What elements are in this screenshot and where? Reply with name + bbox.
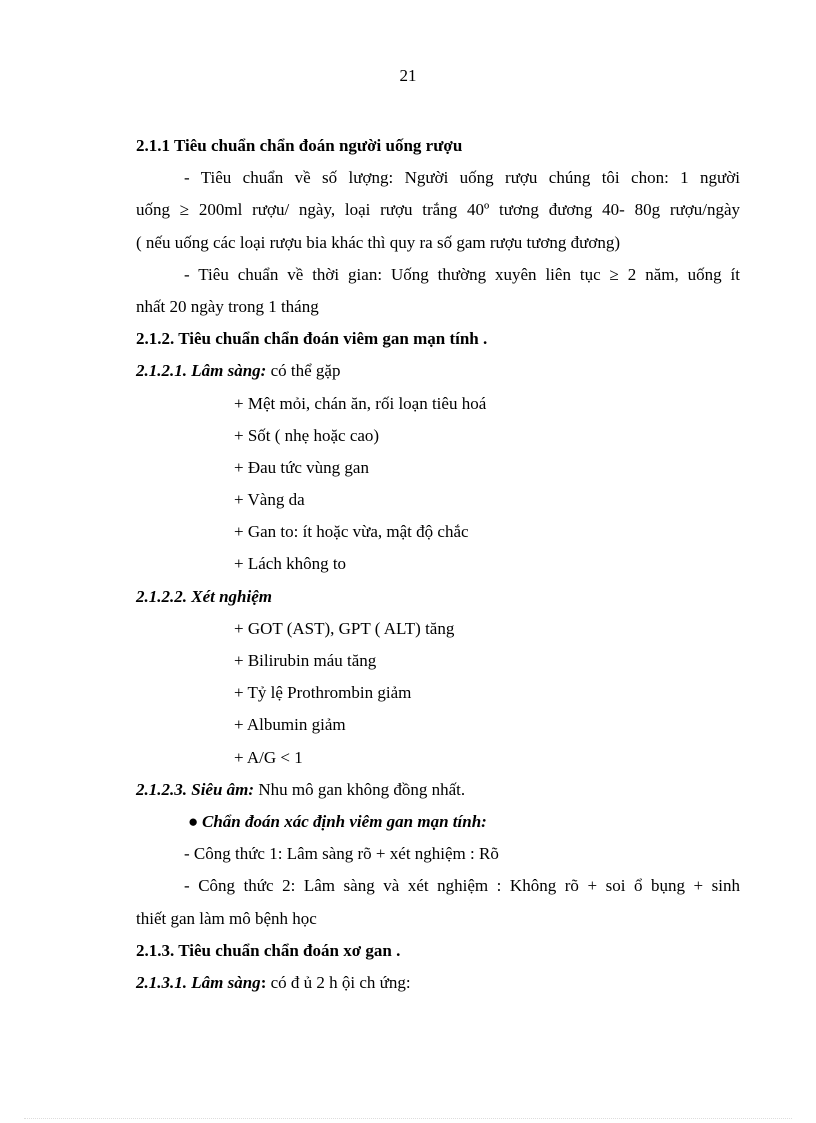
subsection-label: 2.1.2.1. Lâm sàng: xyxy=(136,361,267,381)
list-item: + Vàng da xyxy=(234,490,305,510)
list-item: + Lách không to xyxy=(234,554,347,574)
document-body xyxy=(136,130,740,999)
list-item: + Gan to: ít hoặc vừa, mật độ chắc xyxy=(234,522,469,542)
paragraph-line: ( nếu uống các loại rượu bia khác thì quy ra số gam rượu tương đương) xyxy=(136,232,621,252)
paragraph-line: - Tiêu chuẩn về số lượng: Người uống rượu chúng tôi chon: 1 người xyxy=(184,168,740,188)
bullet-icon: ● xyxy=(188,811,199,831)
section-heading-2-1-1: 2.1.1 Tiêu chuẩn chẩn đoán người uống rượu xyxy=(136,136,463,155)
diagnosis-bullet-heading xyxy=(136,806,740,838)
subsection-label: 2.1.3.1. Lâm sàng xyxy=(136,972,261,992)
page-number: 21 xyxy=(399,66,417,85)
section-heading-2-1-2: 2.1.2. Tiêu chuẩn chẩn đoán viêm gan mạn tính . xyxy=(136,329,488,349)
subsection-xet-nghiem: 2.1.2.2. Xét nghiệm xyxy=(136,586,273,606)
list-item: + Sốt ( nhẹ hoặc cao) xyxy=(234,425,380,445)
subsection-label: 2.1.2.3. Siêu âm: xyxy=(136,779,255,799)
subsection-lam-sang-2 xyxy=(136,967,740,999)
list-item: + Bilirubin máu tăng xyxy=(234,651,377,670)
subsection-text: có đ ủ 2 h ội ch ứng: xyxy=(266,972,411,992)
subsection-text: có thể gặp xyxy=(266,361,341,381)
section-heading-2-1-3: 2.1.3. Tiêu chuẩn chẩn đoán xơ gan . xyxy=(136,940,401,960)
list-item: + Albumin giảm xyxy=(234,715,346,735)
list-item: + A/G < 1 xyxy=(234,747,303,767)
subsection-lam-sang xyxy=(136,355,740,387)
list-item: + Đau tức vùng gan xyxy=(234,457,369,477)
list-item: + GOT (AST), GPT ( ALT) tăng xyxy=(234,618,455,638)
formula-line: - Công thức 2: Lâm sàng và xét nghiệm : Không rõ + soi ổ bụng + sinh xyxy=(184,876,740,896)
subsection-sieu-am xyxy=(136,774,740,806)
formula-line: - Công thức 1: Lâm sàng rõ + xét nghiệm : Rõ xyxy=(184,844,499,864)
paragraph-line: nhất 20 ngày trong 1 tháng xyxy=(136,296,319,316)
list-item: + Mệt mỏi, chán ăn, rối loạn tiêu hoá xyxy=(234,393,487,413)
paragraph-line: - Tiêu chuẩn về thời gian: Uống thường xuyên liên tục ≥ 2 năm, uống ít xyxy=(184,264,740,284)
subsection-text: Nhu mô gan không đồng nhất. xyxy=(254,779,466,799)
subsection-colon: : xyxy=(260,972,267,992)
page-bottom-rule xyxy=(24,1118,792,1119)
list-item: + Tỷ lệ Prothrombin giảm xyxy=(234,683,412,703)
bullet-label: Chẩn đoán xác định viêm gan mạn tính: xyxy=(202,811,487,831)
formula-line: thiết gan làm mô bệnh học xyxy=(136,908,317,928)
paragraph-line: uống ≥ 200ml rượu/ ngày, loại rượu trắng 40º tương đương 40- 80g rượu/ngày xyxy=(136,200,740,220)
